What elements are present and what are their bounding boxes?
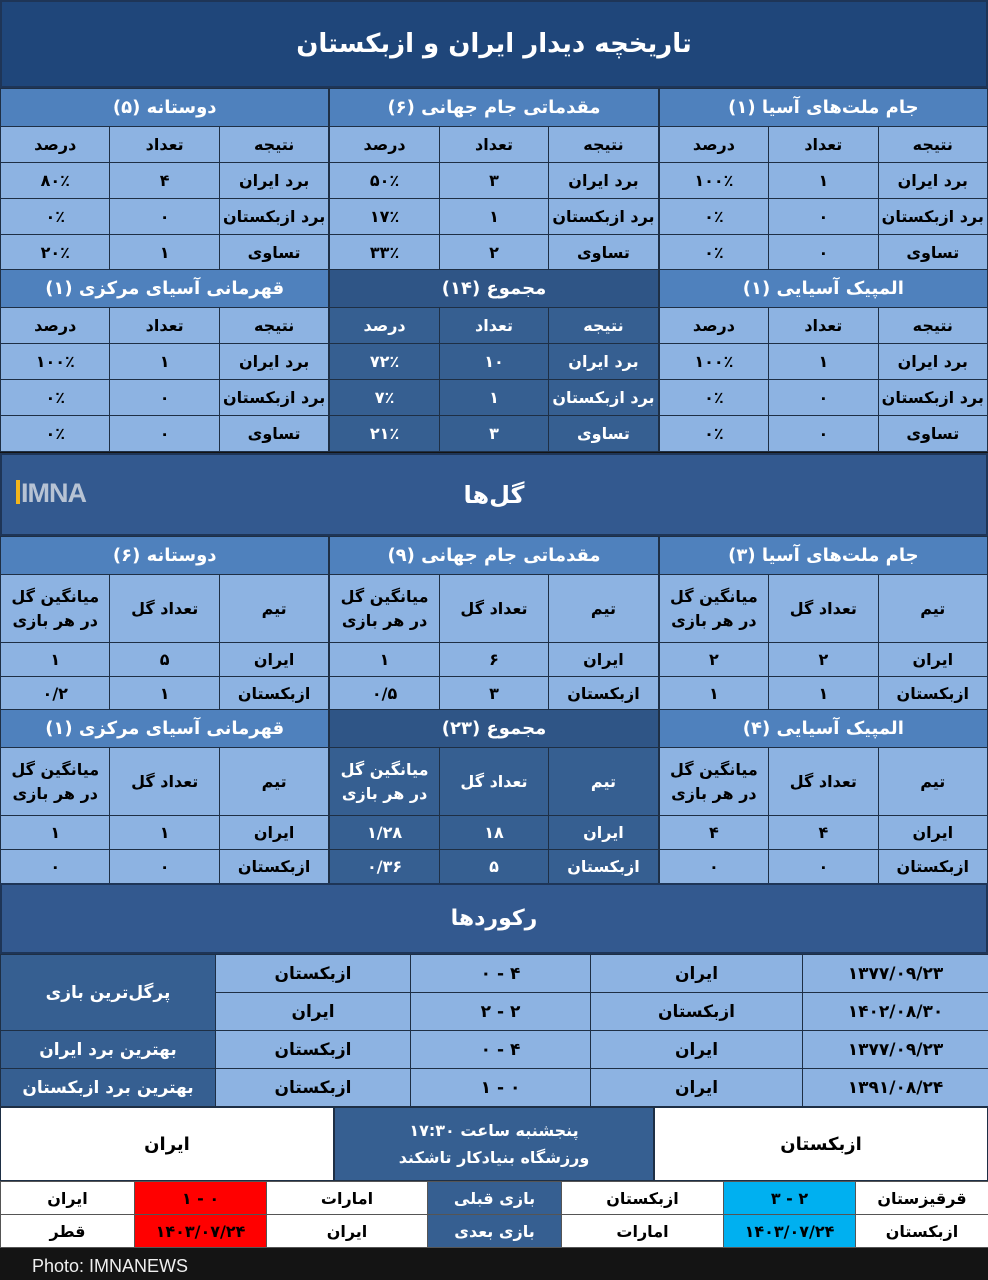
form-table xyxy=(0,1181,988,1248)
col-header-average: میانگین گل در هر بازی xyxy=(659,575,768,643)
iran-next-date: ۱۴۰۳/۰۷/۲۴ xyxy=(135,1215,267,1248)
col-header-team: تیم xyxy=(878,575,987,643)
col-header-result: نتیجه xyxy=(219,127,328,163)
match-time: پنجشنبه ساعت ۱۷:۳۰ xyxy=(409,1120,579,1140)
logo-bar-icon xyxy=(16,480,20,504)
table-row: ۲ ۲ ایران xyxy=(659,643,987,677)
table-row: بهترین برد ازبکستان ازبکستان ۰ - ۱ ایران ۱۳۹۱/۰۸/۲۴ xyxy=(1,1069,988,1107)
imna-logo: IMNA xyxy=(16,478,86,509)
table-row: ۰٪ ۰ برد ازبکستان xyxy=(1,380,329,416)
col-header-result: نتیجه xyxy=(219,308,328,344)
results-panel-wc-qualifiers xyxy=(329,88,658,271)
results-panel-total xyxy=(329,269,658,452)
col-header-team: تیم xyxy=(219,748,328,816)
col-header-goals: تعداد گل xyxy=(769,748,878,816)
table-row: ۰ ۰ ازبکستان xyxy=(1,850,329,884)
col-header-result: نتیجه xyxy=(878,308,987,344)
match-info xyxy=(334,1107,654,1181)
panel-title: مقدماتی جام جهانی (۶) xyxy=(330,89,658,127)
next-game-label: بازی بعدی xyxy=(428,1215,562,1248)
col-header-percent: درصد xyxy=(659,127,768,163)
table-row: ۰٪ ۰ تساوی xyxy=(659,416,987,452)
table-row: پرگل‌ترین بازی ازبکستان ۴ - ۰ ایران ۱۳۷۷/۰۹/۲۳ xyxy=(1,955,988,993)
page-title: تاریخچه دیدار ایران و ازبکستان xyxy=(0,0,988,88)
col-header-average: میانگین گل در هر بازی xyxy=(330,748,439,816)
col-header-goals: تعداد گل xyxy=(769,575,878,643)
col-header-percent: درصد xyxy=(1,308,110,344)
table-row: ۱۰۰٪ ۱ برد ایران xyxy=(659,163,987,199)
upcoming-match xyxy=(0,1107,988,1181)
col-header-team: تیم xyxy=(549,575,658,643)
table-row: ۲۱٪ ۳ تساوی xyxy=(330,416,658,452)
panel-title: مقدماتی جام جهانی (۹) xyxy=(330,537,658,575)
panel-title: قهرمانی آسیای مرکزی (۱) xyxy=(1,270,329,308)
panel-title: مجموع (۱۴) xyxy=(330,270,658,308)
col-header-count: تعداد xyxy=(439,127,548,163)
panel-title: مجموع (۲۳) xyxy=(330,710,658,748)
panel-title: دوستانه (۶) xyxy=(1,537,329,575)
table-row: ۰٪ ۰ تساوی xyxy=(1,416,329,452)
table-row: ۱/۲۸ ۱۸ ایران xyxy=(330,816,658,850)
col-header-count: تعداد xyxy=(110,308,219,344)
col-header-percent: درصد xyxy=(330,308,439,344)
table-row: ۰٪ ۰ برد ازبکستان xyxy=(1,199,329,235)
goals-panel-wc-qualifiers xyxy=(329,536,658,711)
table-row: ۱۰۰٪ ۱ برد ایران xyxy=(1,344,329,380)
table-row: ۱۰۰٪ ۱ برد ایران xyxy=(659,344,987,380)
col-header-average: میانگین گل در هر بازی xyxy=(659,748,768,816)
panel-title: جام ملت‌های آسیا (۳) xyxy=(659,537,987,575)
next-games-row: قطر ۱۴۰۳/۰۷/۲۴ ایران بازی بعدی امارات ۱۴۰۳/۰۷/۲۴ ازبکستان xyxy=(1,1215,988,1248)
col-header-goals: تعداد گل xyxy=(439,575,548,643)
col-header-goals: تعداد گل xyxy=(110,575,219,643)
col-header-team: تیم xyxy=(219,575,328,643)
table-row: ۱ ۱ ایران xyxy=(1,816,329,850)
table-row: ۰ ۰ ازبکستان xyxy=(659,850,987,884)
goals-grid-row-1 xyxy=(0,536,988,711)
table-row: ۰/۲ ۱ ازبکستان xyxy=(1,677,329,711)
col-header-average: میانگین گل در هر بازی xyxy=(330,575,439,643)
col-header-percent: درصد xyxy=(1,127,110,163)
goals-panel-central-asia xyxy=(0,709,329,884)
panel-title: المپیک آسیایی (۱) xyxy=(659,270,987,308)
col-header-result: نتیجه xyxy=(878,127,987,163)
table-row: ۰/۳۶ ۵ ازبکستان xyxy=(330,850,658,884)
table-row: ۰٪ ۰ تساوی xyxy=(659,235,987,271)
col-header-count: تعداد xyxy=(439,308,548,344)
table-row: ایران ۲ - ۲ ازبکستان ۱۴۰۲/۰۸/۳۰ xyxy=(1,993,988,1031)
iran-previous-score: ۰ - ۱ xyxy=(135,1182,267,1215)
table-row: ۱ ۶ ایران xyxy=(330,643,658,677)
goals-panel-total xyxy=(329,709,658,884)
col-header-goals: تعداد گل xyxy=(439,748,548,816)
table-row: بهترین برد ایران ازبکستان ۴ - ۰ ایران ۱۳۷۷/۰۹/۲۳ xyxy=(1,1031,988,1069)
table-row: ۷٪ ۱ برد ازبکستان xyxy=(330,380,658,416)
goals-panel-friendly xyxy=(0,536,329,711)
col-header-team: تیم xyxy=(878,748,987,816)
table-row: ۱ ۵ ایران xyxy=(1,643,329,677)
table-row: ۰/۵ ۳ ازبکستان xyxy=(330,677,658,711)
col-header-average: میانگین گل در هر بازی xyxy=(1,748,110,816)
previous-game-label: بازی قبلی xyxy=(428,1182,562,1215)
table-row: ۵۰٪ ۳ برد ایران xyxy=(330,163,658,199)
goals-panel-asian-games xyxy=(659,709,988,884)
goals-section-title: گل‌ها xyxy=(0,453,988,536)
record-label: پرگل‌ترین بازی xyxy=(1,955,216,1031)
record-label: بهترین برد ایران xyxy=(1,1031,216,1069)
panel-title: المپیک آسیایی (۴) xyxy=(659,710,987,748)
records-section-title: رکوردها xyxy=(0,883,988,954)
col-header-result: نتیجه xyxy=(549,127,658,163)
table-row: ۱۷٪ ۱ برد ازبکستان xyxy=(330,199,658,235)
away-team: ایران xyxy=(0,1107,334,1181)
photo-credit: Photo: IMNANEWS xyxy=(32,1256,189,1276)
table-row: ۱ ۱ ازبکستان xyxy=(659,677,987,711)
col-header-count: تعداد xyxy=(769,308,878,344)
results-panel-asian-games xyxy=(659,269,988,452)
previous-games-row: ایران ۰ - ۱ امارات بازی قبلی ازبکستان ۲ - ۳ قرقیزستان xyxy=(1,1182,988,1215)
col-header-average: میانگین گل در هر بازی xyxy=(1,575,110,643)
col-header-percent: درصد xyxy=(330,127,439,163)
match-venue: ورزشگاه بنیادکار تاشکند xyxy=(398,1148,590,1167)
panel-title: قهرمانی آسیای مرکزی (۱) xyxy=(1,710,329,748)
table-row: ۰٪ ۰ برد ازبکستان xyxy=(659,199,987,235)
results-panel-central-asia xyxy=(0,269,329,452)
table-row: ۴ ۴ ایران xyxy=(659,816,987,850)
results-panel-friendly xyxy=(0,88,329,271)
table-row: ۸۰٪ ۴ برد ایران xyxy=(1,163,329,199)
col-header-count: تعداد xyxy=(769,127,878,163)
home-team: ازبکستان xyxy=(654,1107,988,1181)
panel-title: جام ملت‌های آسیا (۱) xyxy=(659,89,987,127)
uzbekistan-next-date: ۱۴۰۳/۰۷/۲۴ xyxy=(724,1215,856,1248)
panel-title: دوستانه (۵) xyxy=(1,89,329,127)
goals-panel-asian-cup xyxy=(659,536,988,711)
results-panel-asian-cup xyxy=(659,88,988,271)
col-header-percent: درصد xyxy=(659,308,768,344)
records-table xyxy=(0,954,988,1107)
col-header-team: تیم xyxy=(549,748,658,816)
table-row: ۲۰٪ ۱ تساوی xyxy=(1,235,329,271)
record-label: بهترین برد ازبکستان xyxy=(1,1069,216,1107)
table-row: ۰٪ ۰ برد ازبکستان xyxy=(659,380,987,416)
col-header-count: تعداد xyxy=(110,127,219,163)
table-row: ۳۳٪ ۲ تساوی xyxy=(330,235,658,271)
results-grid-row-2 xyxy=(0,269,988,452)
goals-grid-row-2 xyxy=(0,709,988,884)
results-grid-row-1 xyxy=(0,88,988,271)
uzbekistan-previous-score: ۲ - ۳ xyxy=(724,1182,856,1215)
col-header-result: نتیجه xyxy=(549,308,658,344)
col-header-goals: تعداد گل xyxy=(110,748,219,816)
table-row: ۷۲٪ ۱۰ برد ایران xyxy=(330,344,658,380)
